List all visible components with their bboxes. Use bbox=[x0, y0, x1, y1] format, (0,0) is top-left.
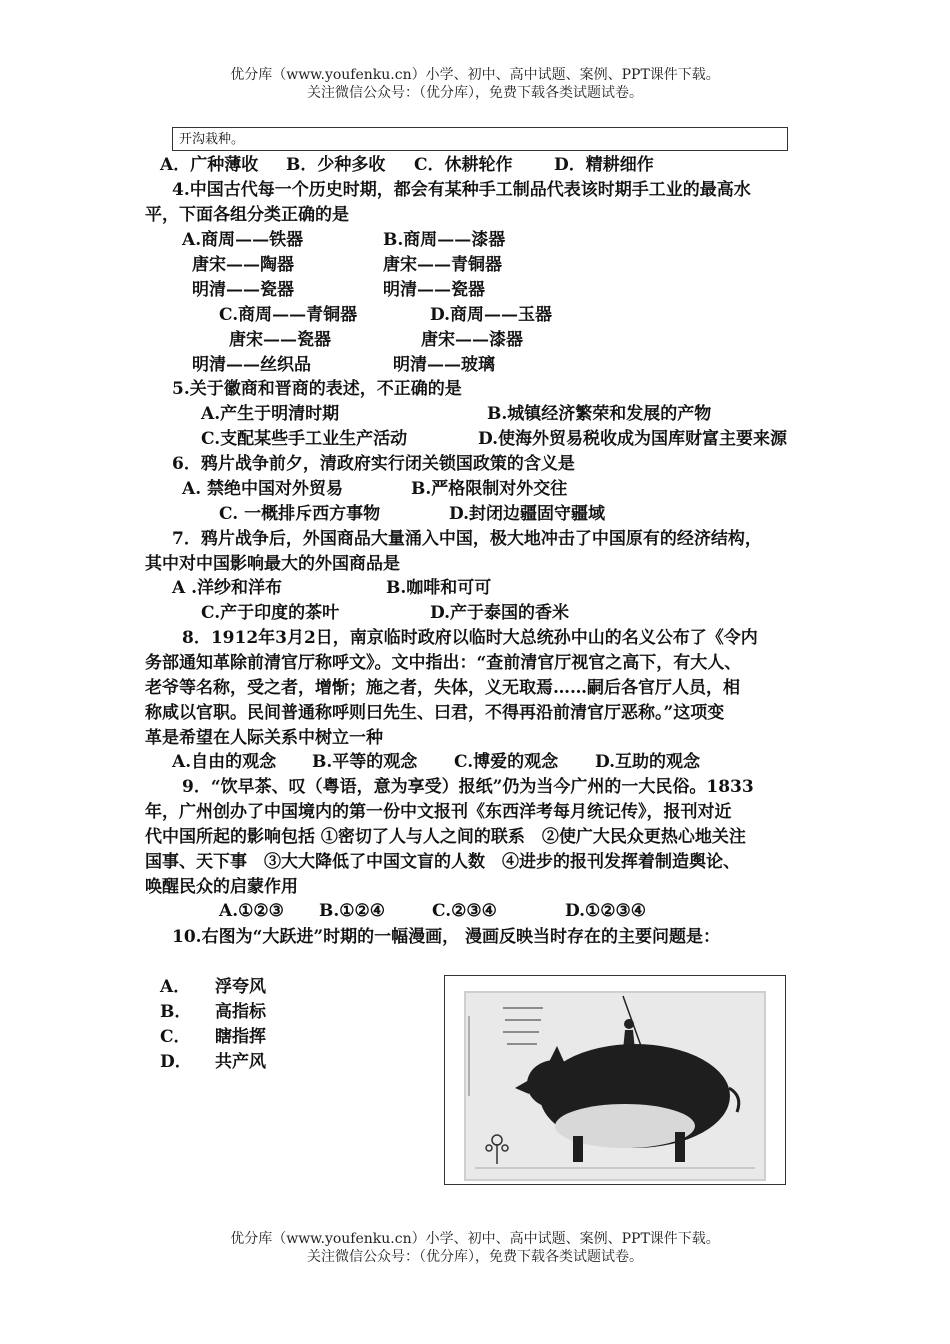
q7-option-a: A .洋纱和洋布 bbox=[172, 578, 283, 598]
q5-stem: 5.关于徽商和晋商的表述，不正确的是 bbox=[172, 379, 462, 399]
q4-option-d-3: 明清——玻璃 bbox=[393, 355, 495, 375]
q9-stem-line5: 唤醒民众的启蒙作用 bbox=[145, 877, 298, 897]
q9-stem-line1: 9．“饮早茶、叹（粤语，意为享受）报纸”仍为当今广州的一大民俗。1833 bbox=[182, 777, 754, 797]
q9-stem-line2: 年，广州创办了中国境内的第一份中文报刊《东西洋考每月统记传》，报刊对近 bbox=[145, 802, 732, 822]
q5-option-b: B.城镇经济繁荣和发展的产物 bbox=[487, 404, 712, 424]
q8-option-c: C.博爱的观念 bbox=[454, 752, 559, 772]
q4-option-d-2: 唐宋——漆器 bbox=[421, 330, 523, 350]
q4-option-a-1: A.商周——铁器 bbox=[182, 230, 304, 250]
quoted-text-box: 开沟栽种。 bbox=[172, 127, 788, 151]
q4-option-b-1: B.商周——漆器 bbox=[383, 230, 506, 250]
q9-option-a: A.①②③ bbox=[219, 901, 284, 921]
q4-stem-line1: 4.中国古代每一个历史时期，都会有某种手工制品代表该时期手工业的最高水 bbox=[172, 180, 751, 200]
q8-stem-line2: 务部通知革除前清官厅称呼文》。文中指出：“查前清官厅视官之高下，有大人、 bbox=[145, 653, 742, 673]
q3-option-c: C．休耕轮作 bbox=[414, 155, 513, 175]
q5-option-d: D.使海外贸易税收成为国库财富主要来源 bbox=[478, 429, 788, 449]
q4-option-c-1: C.商周——青铜器 bbox=[219, 305, 358, 325]
q5-option-a: A.产生于明清时期 bbox=[201, 404, 340, 424]
q9-option-c: C.②③④ bbox=[432, 901, 497, 921]
q4-option-b-2: 唐宋——青铜器 bbox=[383, 255, 502, 275]
q6-stem: 6．鸦片战争前夕，清政府实行闭关锁国政策的含义是 bbox=[172, 454, 575, 474]
q4-option-c-2: 唐宋——瓷器 bbox=[229, 330, 331, 350]
q9-option-b: B.①②④ bbox=[319, 901, 386, 921]
q8-option-b: B.平等的观念 bbox=[312, 752, 418, 772]
q10-option-b-text: 高指标 bbox=[215, 1002, 266, 1022]
q7-stem-line2: 其中对中国影响最大的外国商品是 bbox=[145, 554, 400, 574]
q8-stem-line3: 老爷等名称，受之者，增惭；施之者，失体，义无取焉……嗣后各官厅人员，相 bbox=[145, 678, 740, 698]
page-footer bbox=[0, 1230, 950, 1266]
footer-line-2: 关注微信公众号：（优分库），免费下载各类试题试卷。 bbox=[307, 1249, 643, 1265]
header-line-2: 关注微信公众号：（优分库），免费下载各类试题试卷。 bbox=[307, 85, 643, 101]
q7-option-c: C.产于印度的茶叶 bbox=[201, 603, 340, 623]
q3-option-d: D．精耕细作 bbox=[554, 155, 654, 175]
q9-stem-line4: 国事、天下事 ③大大降低了中国文盲的人数 ④进步的报刊发挥着制造舆论、 bbox=[145, 852, 740, 872]
q6-option-a: A. 禁绝中国对外贸易 bbox=[182, 479, 344, 499]
pig-cartoon-illustration bbox=[445, 976, 785, 1184]
q10-option-b-letter: B． bbox=[160, 1002, 192, 1022]
q6-option-b: B.严格限制对外交往 bbox=[411, 479, 568, 499]
q8-stem-line1: 8．1912年3月2日，南京临时政府以临时大总统孙中山的名义公布了《令内 bbox=[182, 628, 758, 648]
q8-stem-line5: 革是希望在人际关系中树立一种 bbox=[145, 728, 383, 748]
q6-option-c: C. 一概排斥西方事物 bbox=[219, 504, 381, 524]
q4-option-a-3: 明清——瓷器 bbox=[192, 280, 294, 300]
q10-option-c-letter: C． bbox=[160, 1027, 191, 1047]
q10-option-a-text: 浮夸风 bbox=[215, 977, 266, 997]
q4-option-c-3: 明清——丝织品 bbox=[192, 355, 311, 375]
header-line-1: 优分库（www.youfenku.cn）小学、初中、高中试题、案例、PPT课件下载。 bbox=[230, 67, 720, 83]
q8-option-a: A.自由的观念 bbox=[172, 752, 277, 772]
great-leap-cartoon-image bbox=[444, 975, 786, 1185]
q8-option-d: D.互助的观念 bbox=[595, 752, 701, 772]
q7-option-d: D.产于泰国的香米 bbox=[430, 603, 570, 623]
q4-option-d-1: D.商周——玉器 bbox=[430, 305, 553, 325]
q6-option-d: D.封闭边疆固守疆域 bbox=[449, 504, 606, 524]
q9-option-d: D.①②③④ bbox=[565, 901, 647, 921]
q10-option-c-text: 瞎指挥 bbox=[215, 1027, 266, 1047]
q10-option-a-letter: A． bbox=[160, 977, 191, 997]
q10-stem: 10.右图为“大跃进”时期的一幅漫画， 漫画反映当时存在的主要问题是： bbox=[172, 927, 721, 947]
q10-option-d-text: 共产风 bbox=[215, 1052, 266, 1072]
q9-stem-line3: 代中国所起的影响包括 ①密切了人与人之间的联系 ②使广大民众更热心地关注 bbox=[145, 827, 746, 847]
q7-option-b: B.咖啡和可可 bbox=[386, 578, 492, 598]
q4-stem-line2: 平，下面各组分类正确的是 bbox=[145, 205, 349, 225]
q8-stem-line4: 称咸以官职。民间普通称呼则曰先生、曰君，不得再沿前清官厅恶称。”这项变 bbox=[145, 703, 725, 723]
q4-option-b-3: 明清——瓷器 bbox=[383, 280, 485, 300]
page-header bbox=[0, 66, 950, 102]
q3-option-a: A．广种薄收 bbox=[160, 155, 259, 175]
footer-line-1: 优分库（www.youfenku.cn）小学、初中、高中试题、案例、PPT课件下载。 bbox=[230, 1231, 720, 1247]
q3-option-b: B．少种多收 bbox=[286, 155, 386, 175]
q4-option-a-2: 唐宋——陶器 bbox=[192, 255, 294, 275]
q7-stem-line1: 7．鸦片战争后，外国商品大量涌入中国，极大地冲击了中国原有的经济结构， bbox=[172, 529, 762, 549]
q5-option-c: C.支配某些手工业生产活动 bbox=[201, 429, 408, 449]
q10-option-d-letter: D． bbox=[160, 1052, 192, 1072]
